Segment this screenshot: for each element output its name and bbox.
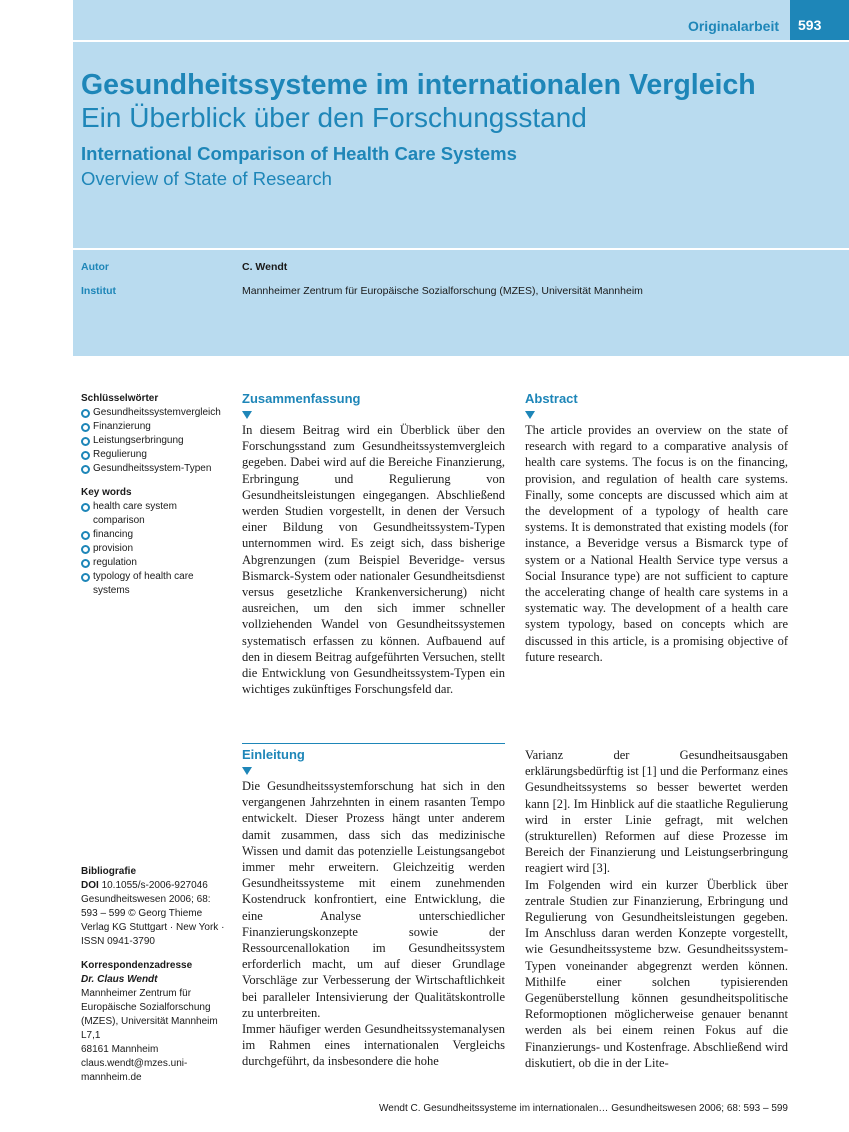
- paragraph: Im Folgenden wird ein kurzer Überblick über zentrale Studien zur Finanzierung, Erbringung und Regulierung von Gesundheitsleistungen gegeben. Im Anschluss daran werden Konzepte vorgestellt, wie Gesundheitssysteme bzw. Gesundheitssystem-Typen voneinander abgegrenzt werden können. Mithilfe einer solchen typisierenden Gegenüberstellung können gesundheitspolitische Reformoptionen möglicherweise genauer benannt werden als bei einem reinen Fokus auf die Finanzierungs- und Kostenfrage. Abschließend wird diskutiert, ob die in der Lite-: [525, 877, 788, 1070]
- einleitung-heading: Einleitung: [242, 747, 305, 762]
- subtitle-german: Ein Überblick über den Forschungsstand: [81, 102, 587, 133]
- biblio-line: ISSN 0941-3790: [81, 936, 155, 947]
- keywords-german-heading: Schlüsselwörter: [81, 393, 159, 404]
- article-type-label: Originalarbeit: [687, 18, 779, 34]
- address-line: L7,1: [81, 1030, 101, 1041]
- bullet-icon: [81, 559, 90, 568]
- bullet-icon: [81, 503, 90, 512]
- keyword-item: Regulierung: [81, 448, 231, 462]
- biblio-line: 593 – 599 © Georg Thieme: [81, 908, 203, 919]
- correspondence: [81, 959, 231, 1085]
- abstract-heading: Abstract: [525, 391, 578, 406]
- triangle-down-icon: [242, 767, 252, 775]
- email-line: mannheim.de: [81, 1072, 142, 1083]
- keywords-english-heading: Key words: [81, 487, 132, 498]
- bullet-icon: [81, 531, 90, 540]
- keyword-item: Leistungserbringung: [81, 434, 231, 448]
- doi-line: DOI 10.1055/s-2006-927046: [81, 880, 208, 891]
- keyword-item: Gesundheitssystem-Typen: [81, 462, 231, 476]
- page-number: 593: [798, 17, 822, 33]
- institute-value: Mannheimer Zentrum für Europäische Sozialforschung (MZES), Universität Mannheim: [242, 285, 643, 297]
- keywords-german: [81, 392, 231, 476]
- keyword-item: financing: [81, 528, 221, 542]
- email-line: claus.wendt@mzes.uni-: [81, 1058, 188, 1069]
- keyword-item: health care system comparison: [81, 500, 221, 528]
- page-footer: Wendt C. Gesundheitssysteme im internationalen… Gesundheitswesen 2006; 68: 593 – 599: [379, 1103, 788, 1114]
- biblio-line: Verlag KG Stuttgart · New York ·: [81, 922, 225, 933]
- abstract-text: The article provides an overview on the state of research with regard to a comparative analysis of health care systems. The focus is on the financing, provision, and regulation of health care systems. Finally, some concepts are discussed which aim at the development of a typology of health care systems. It is demonstrated that existing models (for instance, a Beveridge versus a Bismarck type of system or a National Health Service type versus a Social Insurance type) are not sufficient to capture the accelerating change of health care systems in a systematic way. The development of a health care system typology, based on concepts which are discussed in this article, is a promising objective of future research.: [525, 423, 788, 664]
- bullet-icon: [81, 545, 90, 554]
- bibliography: [81, 865, 231, 949]
- zusammenfassung-text: In diesem Beitrag wird ein Überblick über den Forschungsstand zum Gesundheitssystemvergleich gegeben. Dabei wird auf die Bereiche Finanzierung, Erbringung und Regulierung von Gesundheitsleistungen eingegangen. Abschließend werden Studien vorgestellt, in denen der Versuch einer Bildung von Gesundheitssystem-Typen unternommen wird. Es zeigt sich, dass bisherige Abgrenzungen (zum Beispiel Beveridge- versus Bismarck-System oder nationaler Gesundheitsdienst versus gesetzliche Krankenversicherung) nicht ausreichen, um den sich immer schneller vollziehenden Wandel von Gesundheitssystemen systematisch erfassen zu können. Aufbauend auf den in diesem Beitrag aufgeführten Versuchen, stellt die Entwicklung von Gesundheitssystem-Typen ein wichtiges zukünftiges Forschungsfeld dar.: [242, 423, 505, 697]
- keyword-item: typology of health care systems: [81, 570, 221, 598]
- address-line: (MZES), Universität Mannheim: [81, 1016, 218, 1027]
- bibliography-heading: Bibliografie: [81, 866, 137, 877]
- bullet-icon: [81, 573, 90, 582]
- correspondence-name: Dr. Claus Wendt: [81, 974, 158, 985]
- address-line: 68161 Mannheim: [81, 1044, 159, 1055]
- correspondence-heading: Korrespondenzadresse: [81, 960, 193, 971]
- keyword-item: regulation: [81, 556, 221, 570]
- paragraph: Varianz der Gesundheitsausgaben erklärungsbedürftig ist [1] und die Performanz eines Gesundheitssystems so besser bewertet werden kann [2]. Im Hinblick auf die staatliche Regulierung wird in erster Linie gefragt, mit welchen (strukturellen) Reformen auf diese Prozesse im Bereich der Finanzierung und Leistungserbringung reagiert wird [3].: [525, 748, 788, 876]
- einleitung-column-2: [525, 747, 788, 1071]
- keyword-item: Finanzierung: [81, 420, 231, 434]
- bullet-icon: [81, 451, 90, 460]
- zusammenfassung-heading: Zusammenfassung: [242, 391, 361, 406]
- bullet-icon: [81, 409, 90, 418]
- title-english: International Comparison of Health Care Systems: [81, 143, 517, 164]
- address-line: Mannheimer Zentrum für: [81, 988, 192, 999]
- section-rule: [242, 743, 505, 744]
- keyword-item: Gesundheitssystemvergleich: [81, 406, 231, 420]
- einleitung-column-1: [242, 778, 505, 1070]
- bullet-icon: [81, 465, 90, 474]
- subtitle-english: Overview of State of Research: [81, 168, 332, 189]
- title-german: Gesundheitssysteme im internationalen Vergleich: [81, 69, 756, 101]
- keyword-item: provision: [81, 542, 221, 556]
- paragraph: Die Gesundheitssystemforschung hat sich in den vergangenen Jahrzehnten in einem rasanten Tempo entwickelt. Dieser Prozess hängt unter anderem damit zusammen, dass sich das medizinische Wissen und damit das potenzielle Leistungsangebot immer mehr erweitern. Gleichzeitig werden Gesundheitssysteme mit einem zunehmenden Kostendruck konfrontiert, eine Entwicklung, die eine Analyse unterschiedlicher Finanzierungskonzepte sowie der Ressourcenallokation im Gesundheitssystem erforderlich macht, um auf dieser Grundlage Vorschläge zur Verbesserung der Wirtschaftlichkeit bei paralleler Intensivierung der Qualitätskontrolle zu unterbreiten.: [242, 779, 505, 1020]
- institute-label: Institut: [81, 285, 116, 297]
- paragraph: Immer häufiger werden Gesundheitssystemanalysen im Rahmen eines internationalen Vergleichs durchgeführt, da insbesondere die hohe: [242, 1022, 505, 1069]
- author-value: C. Wendt: [242, 261, 288, 273]
- triangle-down-icon: [525, 411, 535, 419]
- bullet-icon: [81, 437, 90, 446]
- address-line: Europäische Sozialforschung: [81, 1002, 211, 1013]
- triangle-down-icon: [242, 411, 252, 419]
- author-label: Autor: [81, 261, 109, 273]
- biblio-line: Gesundheitswesen 2006; 68:: [81, 894, 211, 905]
- meta-band: [73, 250, 849, 356]
- bullet-icon: [81, 423, 90, 432]
- keywords-english: [81, 486, 221, 598]
